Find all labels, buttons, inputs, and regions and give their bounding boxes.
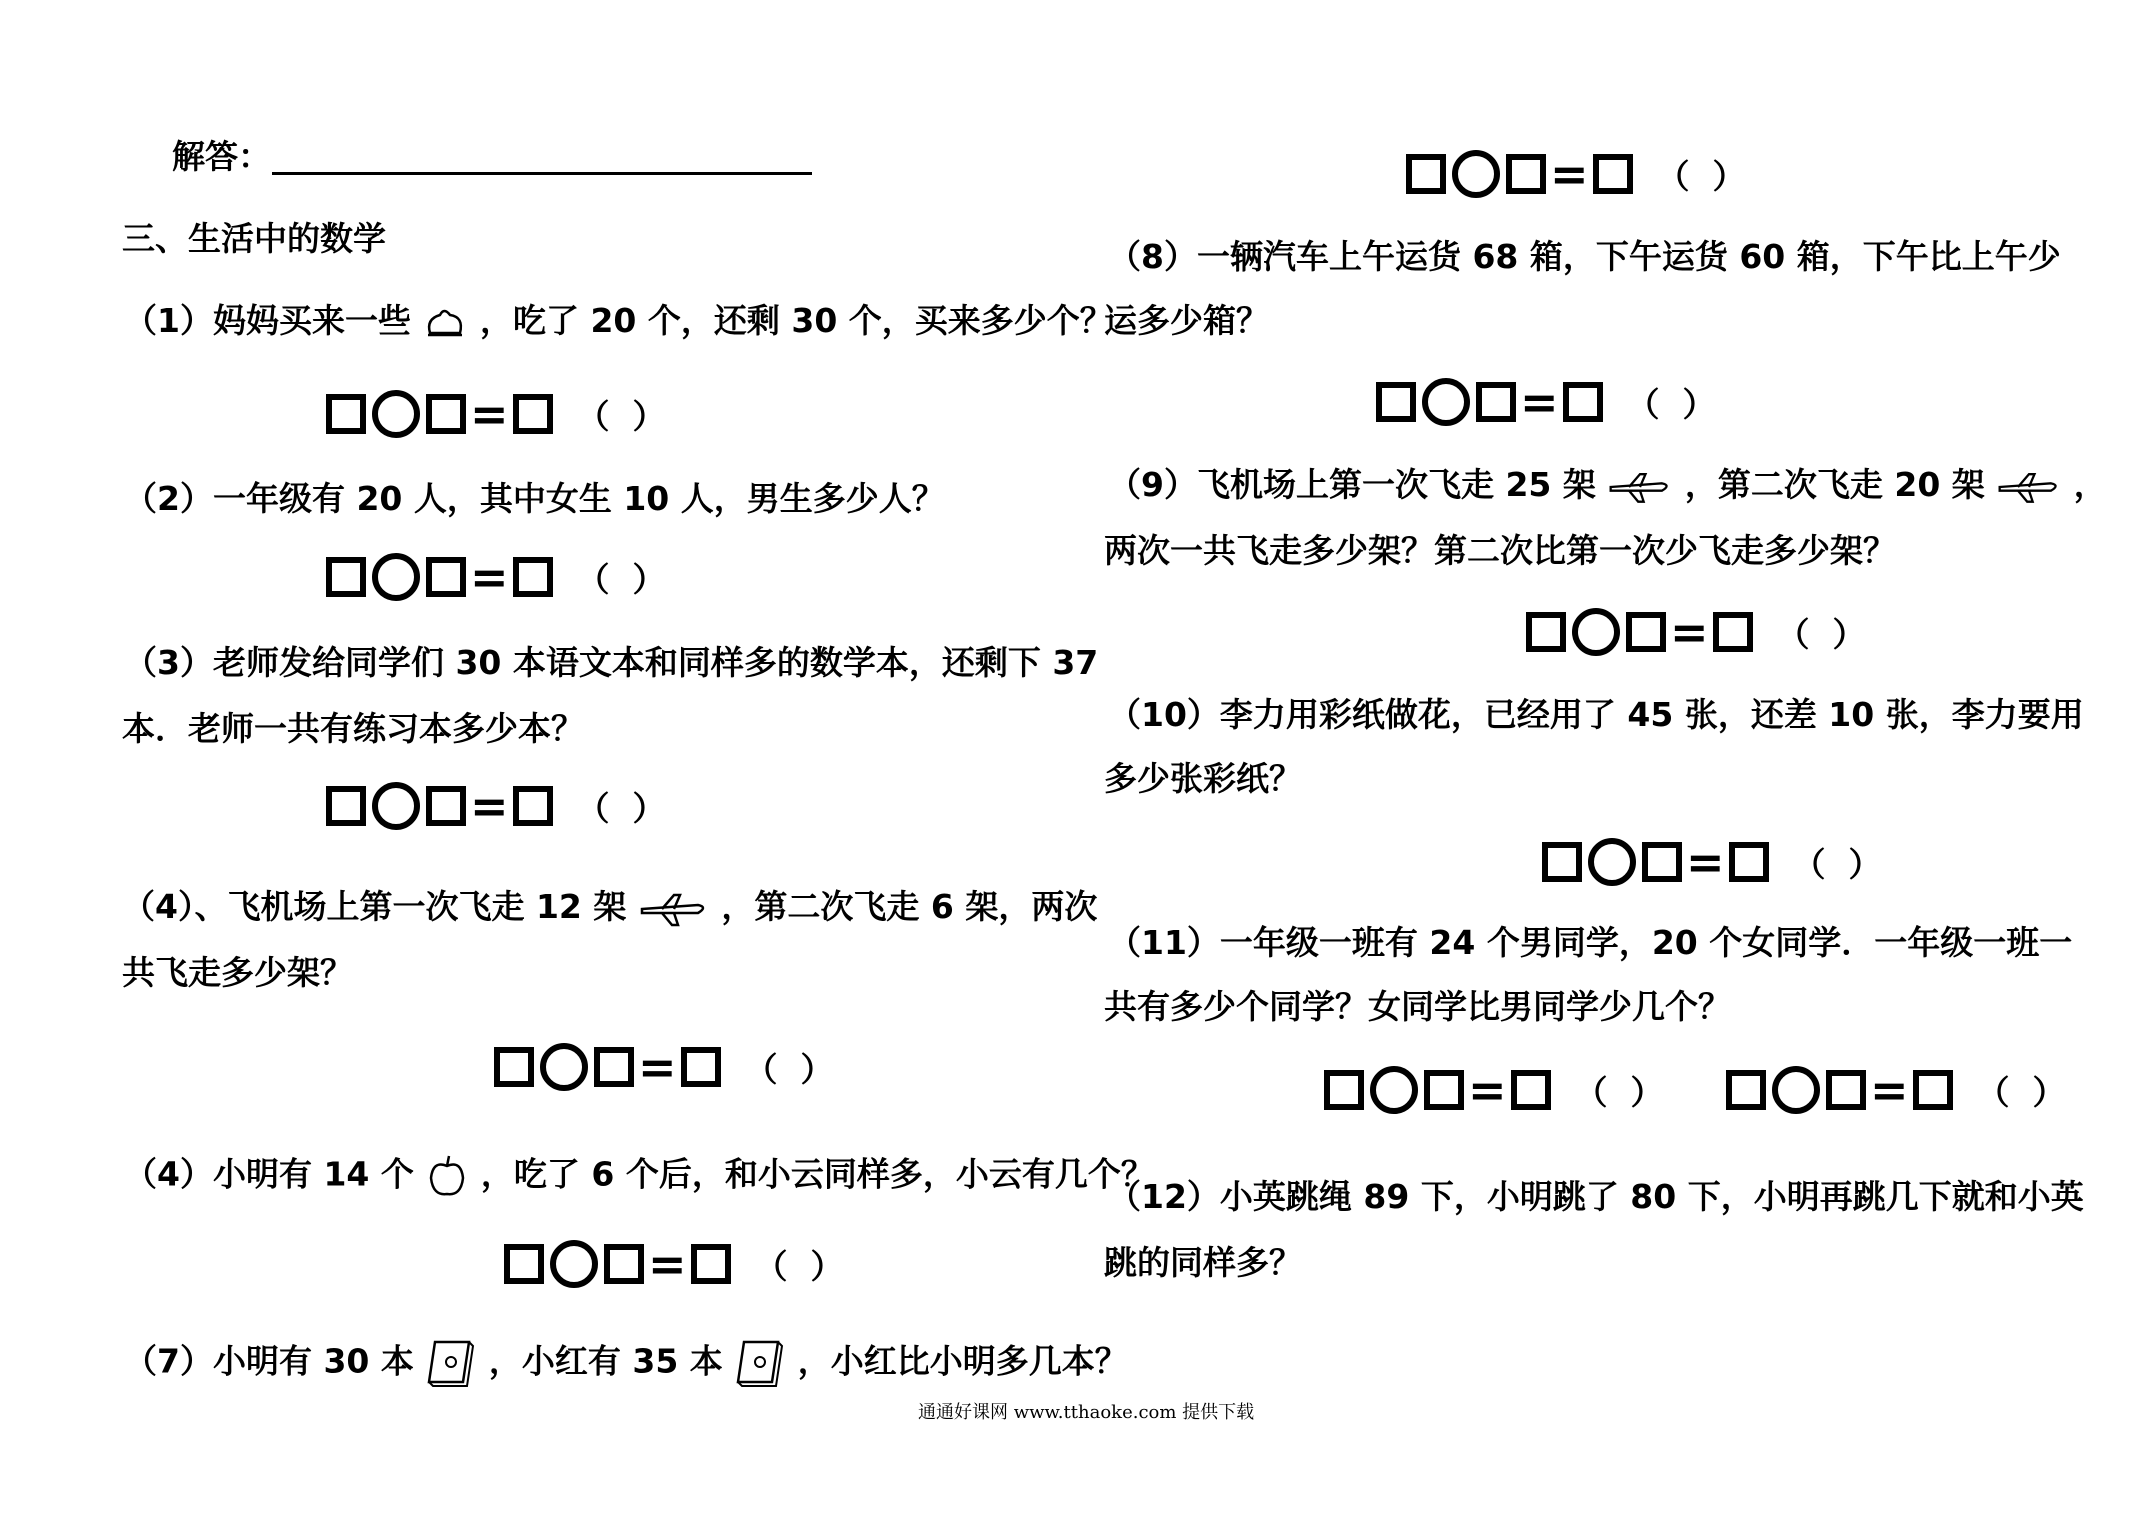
answer-box[interactable] — [426, 394, 466, 434]
problem-10-line1: （10）李力用彩纸做花，已经用了 45 张，还差 10 张，李力要用 — [1108, 695, 2084, 734]
problem-8-line2: 运多少箱？ — [1104, 301, 1269, 340]
answer-box[interactable] — [1511, 1070, 1551, 1110]
answer-box[interactable] — [326, 557, 366, 597]
unit-paren[interactable]: （ ） — [744, 1049, 834, 1089]
peach-icon — [422, 305, 468, 341]
answer-box[interactable] — [1642, 842, 1682, 882]
answer-label: 解答： — [172, 137, 271, 176]
operator-circle[interactable] — [540, 1043, 588, 1091]
answer-box[interactable] — [1729, 842, 1769, 882]
equation-10: = （ ） — [1542, 838, 1882, 886]
answer-box[interactable] — [1424, 1070, 1464, 1110]
book-icon — [425, 1338, 477, 1388]
answer-box[interactable] — [681, 1047, 721, 1087]
answer-box[interactable] — [1406, 154, 1446, 194]
answer-box[interactable] — [604, 1244, 644, 1284]
unit-paren[interactable]: （ ） — [1776, 614, 1866, 654]
answer-box[interactable] — [1913, 1070, 1953, 1110]
answer-box[interactable] — [691, 1244, 731, 1284]
answer-box[interactable] — [1826, 1070, 1866, 1110]
unit-paren[interactable]: （ ） — [1574, 1072, 1664, 1112]
operator-circle[interactable] — [1572, 608, 1620, 656]
answer-box[interactable] — [326, 786, 366, 826]
operator-circle[interactable] — [372, 553, 420, 601]
answer-box[interactable] — [1563, 382, 1603, 422]
answer-box[interactable] — [426, 557, 466, 597]
problem-12-line2: 跳的同样多？ — [1104, 1243, 1302, 1282]
answer-box[interactable] — [1713, 612, 1753, 652]
equation-9: = （ ） — [1526, 608, 1866, 656]
problem-10-line2: 多少张彩纸？ — [1104, 759, 1302, 798]
equation-7: = （ ） — [1406, 150, 1746, 198]
unit-paren[interactable]: （ ） — [1792, 844, 1882, 884]
problem-7: （7）小明有 30 本 ，小红有 35 本 ，小红比小明多几本？ — [124, 1338, 1128, 1388]
answer-box[interactable] — [1542, 842, 1582, 882]
operator-circle[interactable] — [372, 782, 420, 830]
unit-paren[interactable]: （ ） — [754, 1246, 844, 1286]
answer-box[interactable] — [1476, 382, 1516, 422]
problem-9-line1: （9）飞机场上第一次飞走 25 架 ，第二次飞走 20 架 ， — [1108, 465, 2107, 504]
problem-4b: （4）小明有 14 个 ，吃了 6 个后，和小云同样多，小云有几个？ — [124, 1154, 1154, 1198]
operator-circle[interactable] — [1422, 378, 1470, 426]
operator-circle[interactable] — [372, 390, 420, 438]
equation-11a: = （ ） — [1324, 1066, 1664, 1114]
answer-box[interactable] — [513, 786, 553, 826]
answer-box[interactable] — [1626, 612, 1666, 652]
unit-paren[interactable]: （ ） — [1976, 1072, 2066, 1112]
airplane-icon — [638, 891, 710, 927]
equation-1: = （ ） — [326, 390, 666, 438]
operator-circle[interactable] — [1370, 1066, 1418, 1114]
operator-circle[interactable] — [550, 1240, 598, 1288]
unit-paren[interactable]: （ ） — [576, 396, 666, 436]
operator-circle[interactable] — [1452, 150, 1500, 198]
problem-4a-line2: 共飞走多少架？ — [122, 953, 353, 992]
problem-8-line1: （8）一辆汽车上午运货 68 箱，下午运货 60 箱，下午比上午少 — [1108, 237, 2061, 276]
problem-11-line2: 共有多少个同学？女同学比男同学少几个？ — [1104, 987, 1731, 1026]
footer-credit: 通通好课网 www.tthaoke.com 提供下载 — [918, 1402, 1255, 1423]
answer-box[interactable] — [1324, 1070, 1364, 1110]
equation-2: = （ ） — [326, 553, 666, 601]
answer-box[interactable] — [594, 1047, 634, 1087]
answer-box[interactable] — [513, 394, 553, 434]
equation-3: = （ ） — [326, 782, 666, 830]
unit-paren[interactable]: （ ） — [1656, 156, 1746, 196]
answer-box[interactable] — [504, 1244, 544, 1284]
answer-box[interactable] — [513, 557, 553, 597]
answer-box[interactable] — [1376, 382, 1416, 422]
answer-box[interactable] — [326, 394, 366, 434]
answer-line — [272, 172, 812, 175]
equation-4a: = （ ） — [494, 1043, 834, 1091]
answer-box[interactable] — [1593, 154, 1633, 194]
section-title: 三、生活中的数学 — [122, 219, 386, 258]
operator-circle[interactable] — [1588, 838, 1636, 886]
equation-11b: = （ ） — [1726, 1066, 2066, 1114]
unit-paren[interactable]: （ ） — [1626, 384, 1716, 424]
answer-box[interactable] — [494, 1047, 534, 1087]
book-icon — [734, 1338, 786, 1388]
problem-12-line1: （12）小英跳绳 89 下，小明跳了 80 下，小明再跳几下就和小英 — [1108, 1177, 2084, 1216]
airplane-icon — [1607, 469, 1673, 505]
problem-11-line1: （11）一年级一班有 24 个男同学，20 个女同学．一年级一班一 — [1108, 923, 2073, 962]
answer-box[interactable] — [426, 786, 466, 826]
airplane-icon — [1996, 469, 2062, 505]
equation-8: = （ ） — [1376, 378, 1716, 426]
problem-3-line2: 本．老师一共有练习本多少本？ — [122, 709, 584, 748]
answer-box[interactable] — [1726, 1070, 1766, 1110]
problem-4a-line1: （4）、飞机场上第一次飞走 12 架 ，第二次飞走 6 架，两次 — [122, 887, 1098, 926]
answer-box[interactable] — [1506, 154, 1546, 194]
problem-9-line2: 两次一共飞走多少架？第二次比第一次少飞走多少架？ — [1104, 531, 1896, 570]
operator-circle[interactable] — [1772, 1066, 1820, 1114]
unit-paren[interactable]: （ ） — [576, 788, 666, 828]
apple-icon — [425, 1154, 469, 1198]
problem-2: （2）一年级有 20 人，其中女生 10 人，男生多少人？ — [124, 479, 945, 518]
problem-1: （1）妈妈买来一些 ，吃了 20 个，还剩 30 个，买来多少个？ — [124, 301, 1113, 340]
equation-4b: = （ ） — [504, 1240, 844, 1288]
unit-paren[interactable]: （ ） — [576, 559, 666, 599]
answer-box[interactable] — [1526, 612, 1566, 652]
problem-3-line1: （3）老师发给同学们 30 本语文本和同样多的数学本，还剩下 37 — [124, 643, 1099, 682]
